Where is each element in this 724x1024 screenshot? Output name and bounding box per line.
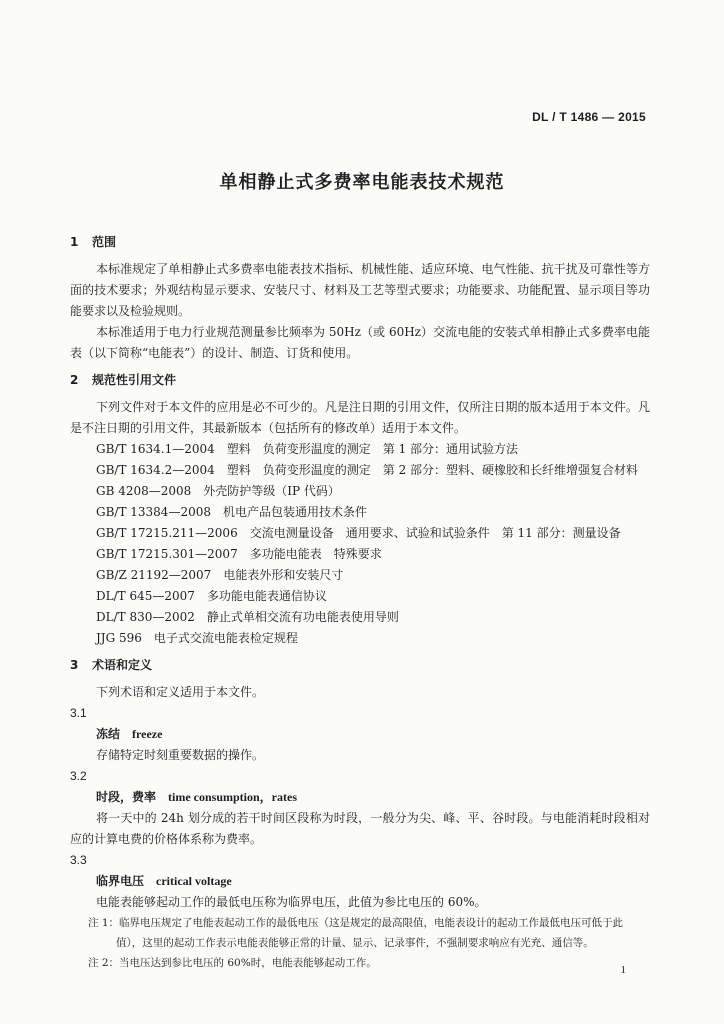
note-1-line-1: 注 1：临界电压规定了电能表起动工作的最低电压（这是规定的最高限值，电能表设计的起动工作最低电压可低于此 [88, 917, 624, 929]
term-english: time consumption，rates [168, 790, 298, 804]
term-english: critical voltage [156, 874, 232, 888]
reference-item: GB/T 13384—2008 机电产品包装通用技术条件 [96, 505, 367, 519]
term-heading [70, 724, 650, 745]
section-number: 3 [70, 658, 79, 672]
reference-item: GB/T 1634.1—2004 塑料 负荷变形温度的测定 第 1 部分：通用试验方法 [96, 442, 519, 456]
section-3-heading [70, 655, 650, 676]
term-heading [70, 787, 650, 808]
references-intro: 下列文件对于本文件的应用是必不可少的。凡是注日期的引用文件，仅所注日期的版本适用于本文件。凡是不注日期的引用文件，其最新版本（包括所有的修改单）适用于本文件。 [70, 400, 650, 435]
reference-item: GB 4208—2008 外壳防护等级（IP 代码） [96, 484, 340, 498]
reference-item: GB/T 1634.2—2004 塑料 负荷变形温度的测定 第 2 部分：塑料、硬橡胶和长纤维增强复合材料 [96, 463, 639, 477]
document-title: 单相静止式多费率电能表技术规范 [219, 172, 505, 193]
reference-item: GB/T 17215.301—2007 多功能电能表 特殊要求 [96, 547, 382, 561]
section-2-heading [70, 370, 650, 391]
scope-paragraph-1: 本标准规定了单相静止式多费率电能表技术指标、机械性能、适应环境、电气性能、抗干扰及可靠性等方面的技术要求；外观结构显示要求、安装尺寸、材料及工艺等型式要求；功能要求、功能配置、显示项目等功能要求以及检验规则。 [70, 262, 650, 318]
term-english: freeze [132, 727, 163, 741]
term-chinese: 时段，费率 [96, 790, 157, 804]
term-heading [70, 871, 650, 892]
term-definition: 电能表能够起动工作的最低电压称为临界电压，此值为参比电压的 60%。 [96, 895, 487, 909]
section-number: 1 [70, 235, 79, 249]
section-title: 术语和定义 [92, 658, 153, 672]
reference-item: DL/T 830—2002 静止式单相交流有功电能表使用导则 [96, 610, 399, 624]
section-1-heading [70, 232, 650, 253]
standard-code: DL / T 1486 — 2015 [532, 110, 646, 124]
term-chinese: 冻结 [96, 727, 121, 741]
section-number: 2 [70, 373, 79, 387]
note-1-line-2: 值），这里的起动工作表示电能表能够正常的计量、显示、记录事件，不强制要求响应有光充、通信等。 [116, 937, 594, 949]
term-definition: 存储特定时刻重要数据的操作。 [96, 748, 265, 762]
section-title: 规范性引用文件 [92, 373, 177, 387]
note-1 [70, 913, 650, 953]
term-number: 3.1 [70, 706, 87, 720]
reference-item: GB/Z 21192—2007 电能表外形和安装尺寸 [96, 568, 344, 582]
section-title: 范围 [92, 235, 117, 249]
scope-paragraph-2: 本标准适用于电力行业规范测量参比频率为 50Hz（或 60Hz）交流电能的安装式单相静止式多费率电能表（以下简称“电能表”）的设计、制造、订货和使用。 [70, 325, 650, 360]
note-2: 注 2：当电压达到参比电压的 60%时，电能表能够起动工作。 [88, 957, 377, 969]
terms-intro: 下列术语和定义适用于本文件。 [96, 685, 265, 699]
term-chinese: 临界电压 [96, 874, 145, 888]
page-number: 1 [620, 964, 626, 976]
reference-item: GB/T 17215.211—2006 交流电测量设备 通用要求、试验和试验条件 第 11 部分：测量设备 [96, 526, 621, 540]
term-number: 3.3 [70, 853, 87, 867]
term-number: 3.2 [70, 769, 87, 783]
reference-item: JJG 596 电子式交流电能表检定规程 [96, 631, 298, 645]
reference-item: DL/T 645—2007 多功能电能表通信协议 [96, 589, 327, 603]
document-body [70, 232, 650, 973]
term-definition: 将一天中的 24h 划分成的若干时间区段称为时段，一般分为尖、峰、平、谷时段。与电能消耗时段相对应的计算电费的价格体系称为费率。 [70, 811, 650, 846]
